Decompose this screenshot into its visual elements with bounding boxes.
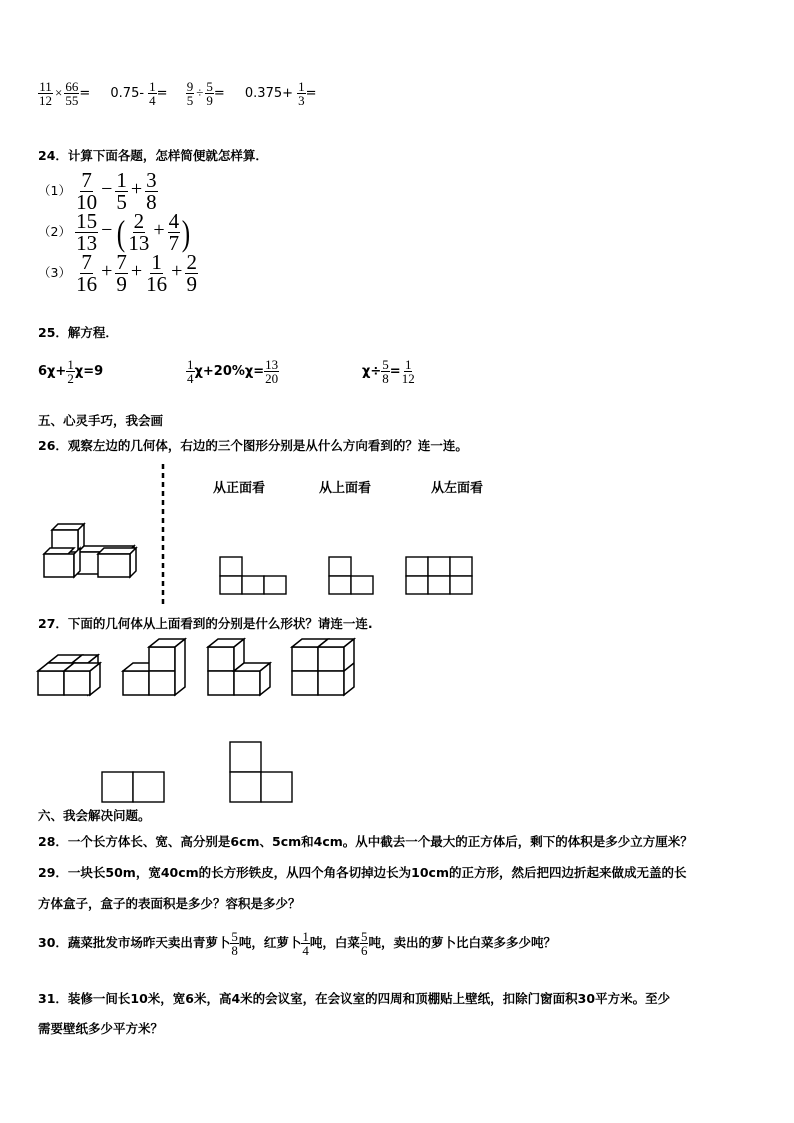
section-5-heading: 五、心灵手巧，我会画 [38,413,164,428]
view-label-top: 从上面看 [319,481,372,496]
q25-eq-2: $\frac{1}{4}$ χ+20%χ= $\frac{13}{20}$ [187,357,279,386]
q24-part-2: （2） $\frac{15}{13}$ − ( $\frac{2}{13}$ + $\frac{4}{7}$ ) [38,209,191,255]
fraction: $\frac{1}{4}$ [302,929,309,958]
fraction: $\frac{1}{2}$ [67,357,74,386]
calc-row [38,80,317,107]
fraction: $\frac{2}{9}$ [186,250,197,296]
fraction: $\frac{1}{4}$ [187,357,194,386]
fraction: $\frac{1}{4}$ [149,79,156,108]
q28-text: 28．一个长方体长、宽、高分别是6cm、5cm和4cm。从中截去一个最大的正方体后，剩下的体积是多少立方厘米？ [38,834,693,849]
q24-part-3: （3） $\frac{7}{16}$ + $\frac{7}{9}$ + $\frac{1}{16}$ + $\frac{2}{9}$ [38,250,197,296]
fraction: $\frac{7}{16}$ [76,250,98,296]
view-shape-1 [220,557,286,594]
q31-line-1: 31．装修一间长10米，宽6米，高4米的会议室，在会议室的四周和顶棚贴上壁纸，扣除门窗面积30平方米。至少 [38,991,671,1006]
q25-eq-3: χ÷ $\frac{5}{8}$ = $\frac{1}{12}$ [362,357,415,386]
fraction: $\frac{1}{5}$ [116,168,127,214]
fraction: $\frac{5}{9}$ [206,79,213,108]
q31-line-2: 需要壁纸多少平方米？ [38,1021,164,1036]
fraction: $\frac{5}{6}$ [360,929,368,958]
view-shape-2 [329,557,373,594]
q26-solid-figure [44,524,136,577]
q27-solid-4 [292,639,354,695]
fraction: $\frac{5}{8}$ [382,357,389,386]
fraction: $\frac{1}{12}$ [401,357,415,386]
fraction: $\frac{5}{8}$ [231,929,238,958]
section-6-heading: 六、我会解决问题。 [38,808,151,823]
q24-part-1: （1） $\frac{7}{10}$ − $\frac{1}{5}$ + $\frac{3}{8}$ [38,168,157,214]
expr-1: $\frac{11}{12}$ × $\frac{66}{55}$ = [39,79,91,108]
expr-2: 0.75- $\frac{1}{4}$ = [110,79,168,108]
fraction: $\frac{11}{12}$ [39,79,52,108]
fraction: $\frac{7}{10}$ [76,168,98,214]
q27-view-shape-a [102,772,164,802]
q24-title: 24．计算下面各题，怎样简便就怎样算． [38,148,268,163]
fraction: $\frac{4}{7}$ [168,209,180,255]
fraction: $\frac{3}{8}$ [146,168,157,214]
q27-solid-2 [123,639,185,695]
fraction: $\frac{1}{16}$ [146,250,168,296]
q27-figure-area [30,632,370,808]
fraction: $\frac{7}{9}$ [116,250,127,296]
expr-4: 0.375+ $\frac{1}{3}$ = [244,79,317,108]
q26-title: 26．观察左边的几何体，右边的三个图形分别是从什么方向看到的？连一连。 [38,438,468,453]
fraction: $\frac{13}{20}$ [265,357,279,386]
fraction: $\frac{66}{55}$ [65,79,79,108]
view-shape-3 [406,557,472,594]
q27-view-shape-b [230,742,292,802]
q30-text: 30．蔬菜批发市场昨天卖出青萝卜 $\frac{5}{8}$ 吨，红萝卜 $\frac{1}{4}$ 吨，白菜 $\frac{5}{6}$ 吨，卖出的萝卜比白菜多多少吨？ [38,929,556,958]
q26-figure-area [30,462,490,612]
fraction: $\frac{1}{3}$ [298,79,305,108]
q27-solid-3 [208,639,270,695]
q25-title: 25．解方程． [38,325,118,340]
view-label-left: 从左面看 [431,481,484,496]
q27-solid-1 [38,655,100,695]
q29-line-2: 方体盒子，盒子的表面积是多少？容积是多少？ [38,896,301,911]
q27-title: 27．下面的几何体从上面看到的分别是什么形状？请连一连. [38,616,373,631]
fraction: $\frac{15}{13}$ [76,209,98,255]
fraction: $\frac{9}{5}$ [186,79,194,108]
expr-3: $\frac{9}{5}$ ÷ $\frac{5}{9}$ = [186,79,225,108]
fraction: $\frac{2}{13}$ [128,209,150,255]
view-label-front: 从正面看 [213,481,266,496]
q29-line-1: 29．一块长50m，宽40cm的长方形铁皮，从四个角各切掉边长为10cm的正方形，然后把四边折起来做成无盖的长 [38,865,687,880]
q25-eq-1: 6χ+ $\frac{1}{2}$ χ=9 [38,357,104,386]
